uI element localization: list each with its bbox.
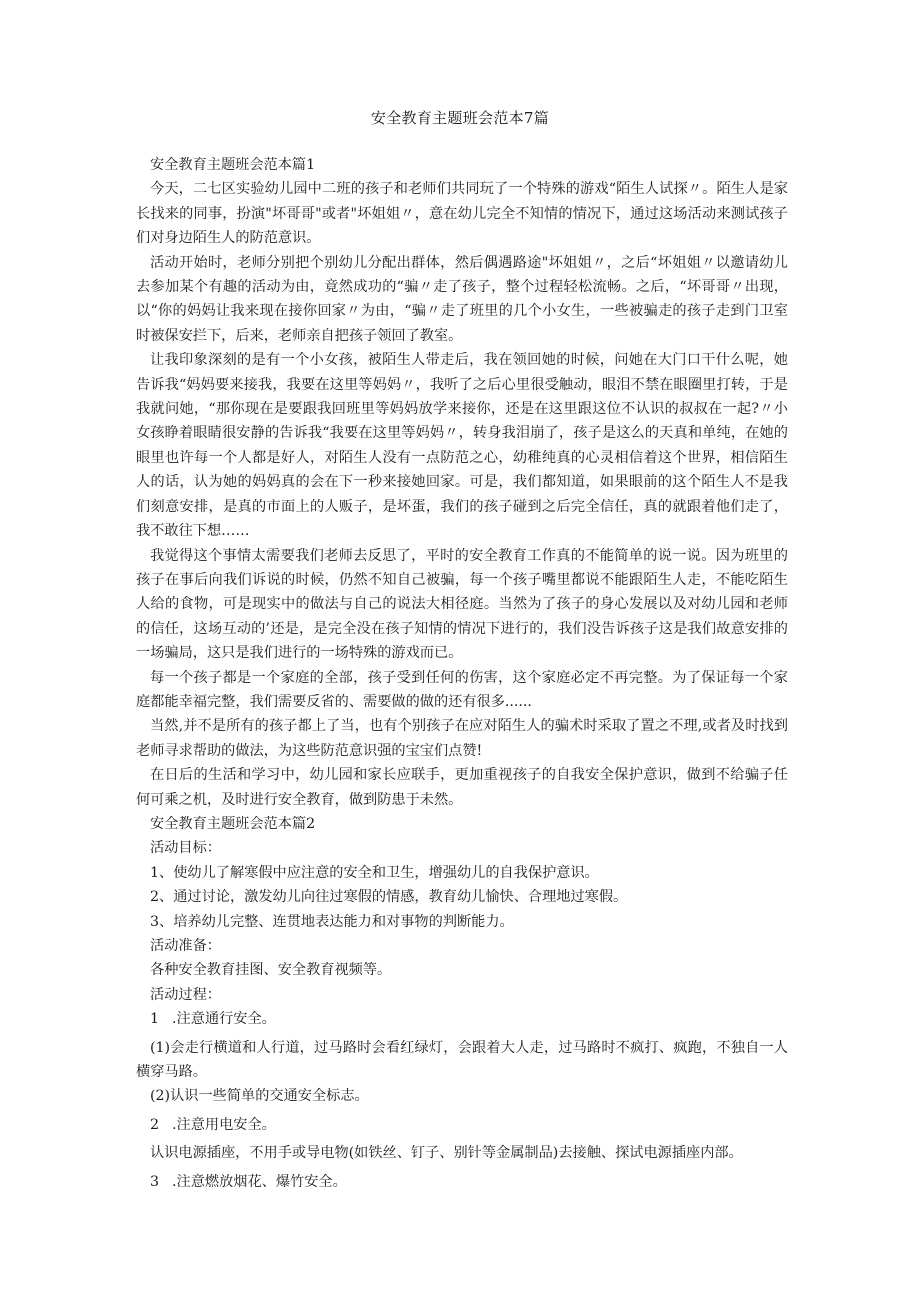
prep-label: 活动准备：: [150, 938, 221, 954]
step-number: 2: [150, 1116, 160, 1133]
section-1-paragraph: 让我印象深刻的是有一个小女孩，被陌生人带走后，我在领回她的时候，问她在大门口干什么呢，她告诉我“妈妈要来接我，我要在这里等妈妈〃，我听了之后心里很受触动，眼泪不禁在眼圈里打转，于是我就问她，“那你现在是要跟我回班里等妈妈放学来接你，还是在这里跟这位不认识的叔叔在一起?〃小女孩睁着眼睛很安静的告诉我“我要在这里等妈妈〃，转身我泪崩了，孩子是这么的天真和单纯，在她的眼里也许每一个人都是好人，对陌生人没有一点防范之心，幼稚纯真的心灵相信着这个世界，相信陌生人的话，认为她的妈妈真的会在下一秒来接她回家。可是，我们都知道，如果眼前的这个陌生人不是我们刻意安排，是真的市面上的人贩子，是坏蛋，我们的孩子碰到之后完全信任，真的就跟着他们走了，我不敢往下想……: [136, 352, 788, 540]
goals-label: 活动目标：: [150, 840, 221, 857]
section-2-heading: 安全教育主题班会范本篇2: [150, 815, 316, 832]
prep-text: 各种安全教育挂图、安全教育视频等。: [150, 962, 392, 979]
step-detail: (1)会走行横道和人行道，过马路时会看红绿灯，会跟着大人走，过马路时不疯打、疯跑，不独自一人横穿马路。: [136, 1039, 788, 1081]
step-detail: 认识电源插座，不用手或导电物(如铁丝、钉子、别针等金属制品)去接触、探试电源插座内部。: [150, 1145, 743, 1162]
step-number: 1: [150, 1011, 160, 1028]
section-1-paragraph: 我觉得这个事情太需要我们老师去反思了，平时的安全教育工作真的不能简单的说一说。因为班里的孩子在事后向我们诉说的时候，仍然不知自己被骗，每一个孩子嘴里都说不能跟陌生人走，不能吃陌生人给的食物，可是现实中的做法与自己的说法大相径庭。当然为了孩子的身心发展以及对幼儿园和老师的信任，这场互动的’还是，是完全没在孩子知情的情况下进行的，我们没告诉孩子这是我们故意安排的一场骗局，这只是我们进行的一场特殊的游戏而已。: [136, 547, 788, 662]
document-title: 安全教育主题班会范本7篇: [370, 109, 550, 127]
section-1-paragraph: 每一个孩子都是一个家庭的全部，孩子受到任何的伤害，这个家庭必定不再完整。为了保证每一个家庭都能幸福完整，我们需要反省的、需要做的做的还有很多......: [136, 669, 788, 710]
step-title: [136, 1170, 788, 1194]
section-1-paragraph: 当然,并不是所有的孩子都上了当，也有个别孩子在应对陌生人的骗术时采取了置之不理,或者及时找到老师寻求帮助的做法，为这些防范意识强的宝宝们点赞!: [136, 718, 788, 759]
process-label: 活动过程：: [150, 986, 221, 1003]
step-title-text: .注意用电安全。: [172, 1116, 276, 1133]
step-title: [136, 1113, 788, 1137]
goal-item: 1、使幼儿了解寒假中应注意的安全和卫生，增强幼儿的自我保护意识。: [150, 864, 599, 881]
goal-item: 2、通过讨论，激发幼儿向往过寒假的情感，教育幼儿愉快、合理地过寒假。: [150, 889, 628, 906]
step-number: 3: [150, 1173, 160, 1190]
goal-item: 3、培养幼儿完整、连贯地表达能力和对事物的判断能力。: [150, 913, 514, 930]
step-title-text: .注意通行安全。: [172, 1011, 276, 1028]
section-1-heading: 安全教育主题班会范本篇1: [150, 157, 316, 173]
step-title: [136, 1007, 788, 1031]
section-1-paragraph: 活动开始时，老师分别把个别幼儿分配出群体，然后偶遇路途"坏姐姐〃，之后“坏姐姐〃以邀请幼儿去参加某个有趣的活动为由，竟然成功的“骗〃走了孩子，整个过程轻松流畅。之后，“坏哥哥〃出现，以“你的妈妈让我来现在接你回家〃为由，“骗〃走了班里的几个小女生，一些被骗走的孩子走到门卫室时被保安拦下，后来，老师亲自把孩子领回了教室。: [136, 254, 788, 344]
step-title-text: .注意燃放烟花、爆竹安全。: [172, 1173, 347, 1190]
section-1-paragraph: 今天，二七区实验幼儿园中二班的孩子和老师们共同玩了一个特殊的游戏“陌生人试探〃。陌生人是家长找来的同事，扮演"坏哥哥"或者"坏姐姐〃，意在幼儿完全不知情的情况下，通过这场活动来测试孩子们对身边陌生人的防范意识。: [136, 181, 788, 247]
step-detail: (2)认识一些简单的交通安全标志。: [150, 1088, 369, 1105]
document-body: [136, 153, 788, 1194]
section-1-paragraph: 在日后的生活和学习中，幼儿园和家长应联手，更加重视孩子的自我安全保护意识，做到不给骗子任何可乘之机，及时进行安全教育，做到防患于未然。: [136, 767, 788, 808]
